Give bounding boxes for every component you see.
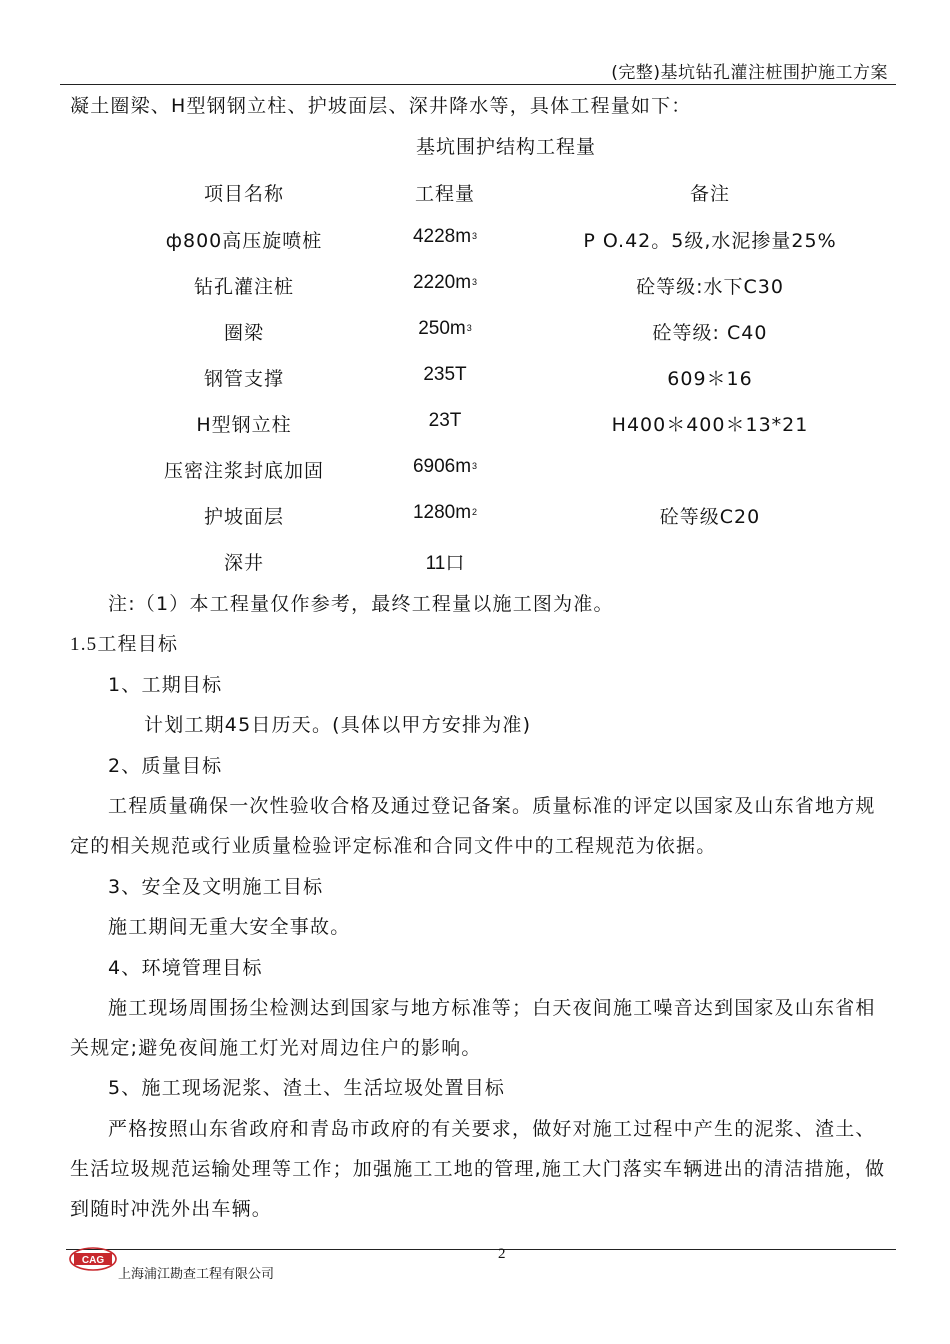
table-cell-note: H400＊400＊13*21: [611, 414, 809, 436]
table-cell-qty: 23T: [428, 410, 462, 431]
table-cell-qty: 235T: [423, 364, 467, 385]
unit-superscript: 3: [472, 461, 478, 471]
table-cell-name: 护坡面层: [203, 506, 285, 528]
footer-divider: [66, 1249, 896, 1250]
table-caption: 基坑围护结构工程量: [415, 136, 597, 158]
goal-text-line: 生活垃圾规范运输处理等工作；加强施工工地的管理,施工大门落实车辆进出的清洁措施，做: [70, 1158, 886, 1180]
page-number: 2: [498, 1246, 506, 1262]
section-heading: 1.5工程目标: [70, 634, 179, 655]
goal-title-schedule: 1、工期目标: [108, 674, 223, 696]
svg-text:CAG: CAG: [81, 1255, 105, 1266]
table-note: 注:（1）本工程量仅作参考，最终工程量以施工图为准。: [108, 593, 614, 615]
table-cell-qty: $250m^3$: [418, 318, 472, 339]
table-header-note: 备注: [689, 183, 731, 205]
company-name: 上海浦江勘查工程有限公司: [118, 1267, 275, 1282]
goal-text-line: 计划工期45日历天。(具体以甲方安排为准): [144, 714, 532, 736]
goal-text-line: 严格按照山东省政府和青岛市政府的有关要求，做好对施工过程中产生的泥浆、渣土、: [108, 1118, 876, 1140]
unit-superscript: 3: [466, 323, 472, 333]
table-cell-name: 钢管支撑: [203, 368, 285, 390]
table-cell-qty: $6906m^3$: [412, 456, 478, 477]
table-cell-qty: $4228m^3$: [412, 226, 478, 247]
table-cell-name: 钻孔灌注桩: [193, 276, 295, 298]
table-cell-note: 砼等级C20: [659, 506, 761, 528]
unit-superscript: 2: [472, 507, 478, 517]
table-cell-name: 深井: [223, 552, 265, 574]
goal-text-line: 施工期间无重大安全事故。: [108, 916, 351, 938]
goal-text-line: 关规定;避免夜间施工灯光对周边住户的影响。: [70, 1037, 482, 1059]
table-cell-note: 砼等级:水下C30: [636, 276, 784, 298]
table-cell-name: ф800高压旋喷桩: [165, 230, 323, 252]
table-cell-qty: 11口: [425, 553, 465, 574]
table-cell-note: 砼等级: C40: [652, 322, 768, 344]
goal-title-waste: 5、施工现场泥浆、渣土、生活垃圾处置目标: [108, 1077, 506, 1099]
document-header-title: (完整)基坑钻孔灌注桩围护施工方案: [611, 63, 888, 83]
table-header-qty: 工程量: [414, 183, 476, 205]
goal-title-quality: 2、质量目标: [108, 755, 223, 777]
company-logo: [68, 1246, 118, 1274]
table-cell-note: 609＊16: [667, 368, 753, 390]
goal-text-line: 到随时冲洗外出车辆。: [70, 1198, 273, 1220]
goal-title-safety: 3、安全及文明施工目标: [108, 876, 324, 898]
table-cell-qty: $2220m^3$: [412, 272, 478, 293]
unit-superscript: 3: [472, 277, 478, 287]
intro-line: 凝土圈梁、H型钢钢立柱、护坡面层、深井降水等，具体工程量如下：: [70, 95, 692, 117]
table-cell-qty: $1280m^2$: [412, 502, 478, 523]
goal-text-line: 工程质量确保一次性验收合格及通过登记备案。质量标准的评定以国家及山东省地方规: [108, 795, 876, 817]
goal-text-line: 施工现场周围扬尘检测达到国家与地方标准等；白天夜间施工噪音达到国家及山东省相: [108, 997, 876, 1019]
unit-superscript: 3: [472, 231, 478, 241]
table-cell-name: 圈梁: [223, 322, 265, 344]
goal-text-line: 定的相关规范或行业质量检验评定标准和合同文件中的工程规范为依据。: [70, 835, 717, 857]
table-cell-note: P O.42。5级,水泥掺量25%: [583, 230, 837, 252]
table-cell-name: 压密注浆封底加固: [163, 460, 325, 482]
table-header-name: 项目名称: [203, 183, 285, 205]
goal-title-environment: 4、环境管理目标: [108, 957, 263, 979]
table-cell-name: H型钢立柱: [196, 414, 292, 436]
